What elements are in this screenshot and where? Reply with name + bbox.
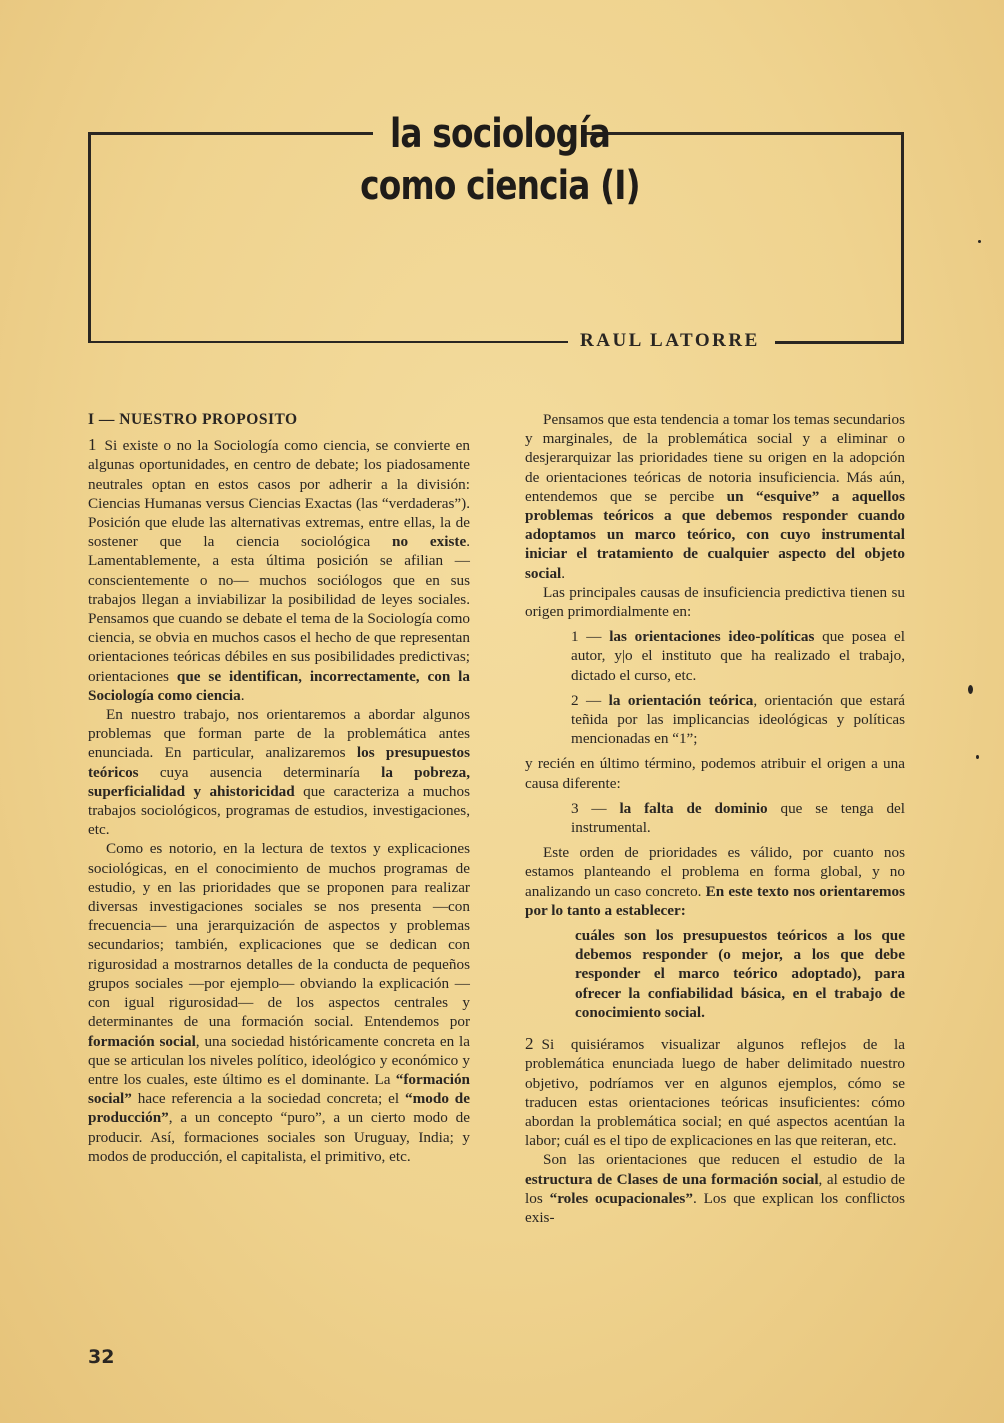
paragraph-9: Son las orientaciones que reducen el estudio de la estructura de Clases de una formación social, al estudio de los “roles ocupacionales”. Los que explican los conflictos exis- (525, 1151, 905, 1226)
paragraph-1: 1 Si existe o no la Sociología como ciencia, se convierte en algunas oportunidades, en centro de debate; los piadosamente neutrales optan en estos casos por adherir a la división: Ciencias Humanas versus Ciencias Exactas (las “verdaderas”). Posición que elude las alternativas extremas, entre ellas, la de sostener que la ciencia sociológica no existe. Lamentablemente, a esta última posición se afilian —conscientemente o no— muchos sociólogos que en sus trabajos llegan a inviabilizar la posibilidad de leyes sociales. Pensamos que cuando se debate el tema de la Sociología como ciencia, se obvia en muchos casos el hecho de que representan orientaciones teóricas débiles en sus posibilidades predictivas; orientaciones que se identifican, incorrectamente, con la Sociología como ciencia. (88, 435, 470, 704)
article-title-line-2: como ciencia (I) (360, 163, 640, 209)
author-name: RAUL LATORRE (580, 330, 760, 351)
section-heading: I — NUESTRO PROPOSITO (88, 411, 298, 428)
objective-statement: cuáles son los presupuestos teóricos a los que debemos responder (o mejor, a los que debe responder el marco teórico adoptado), para ofrecer la confiabilidad básica, en el trabajo de conocimiento social. (575, 927, 905, 1021)
left-column (88, 410, 470, 1166)
section-number-1: 1 (88, 435, 97, 455)
header-rule-top-left (88, 132, 373, 135)
list-item-3: 3 — la falta de dominio que se tenga del instrumental. (571, 799, 906, 837)
paragraph-7: Este orden de prioridades es válido, por cuanto nos estamos planteando el problema en forma global, y no analizando un caso concreto. En este texto nos orientaremos por lo tanto a establecer: (525, 844, 905, 919)
ink-speck (976, 755, 979, 759)
ink-speck (968, 685, 973, 694)
list-item-2: 2 — la orientación teórica, orientación que estará teñida por las implicancias ideológicas y políticas mencionadas en “1”; (571, 691, 906, 748)
paragraph-2: En nuestro trabajo, nos orientaremos a abordar algunos problemas que forman parte de la problemática antes enunciada. En particular, analizaremos los presupuestos teóricos cuya ausencia determinaría la pobreza, superficialidad y ahistoricidad que caracteriza a muchos trabajos sociológicos, programas de estudios, investigaciones, etc. (88, 706, 471, 839)
article-title-line-1: la sociología (389, 111, 611, 157)
header-rule-left (88, 132, 91, 341)
paragraph-4: Pensamos que esta tendencia a tomar los temas secundarios y marginales, de la problemática social y a eliminar o desjerarquizar las prioridades tiene su origen en la adopción de orientaciones teóricas de notoria insuficiencia. Más aún, entendemos que se percibe un “esquive” a aquellos problemas teóricos a que debemos responder cuando adoptamos un marco teórico, con cuyo instrumental iniciar el tratamiento de cualquier aspecto del objeto social. (525, 411, 906, 582)
page-number: 32 (88, 1346, 115, 1368)
section-number-2: 2 (525, 1034, 534, 1054)
right-column (525, 410, 905, 1227)
header-rule-bottom-left (88, 341, 568, 343)
ink-speck (978, 240, 981, 243)
paragraph-6: y recién en último término, podemos atribuir el origen a una causa diferente: (525, 755, 905, 792)
header-rule-right (901, 132, 904, 341)
paragraph-8: 2 Si quisiéramos visualizar algunos reflejos de la problemática enunciada luego de haber delimitado nuestro objetivo, podríamos ver en algunos ejemplos, cómo se traducen estas orientaciones teóricas insuficientes: cómo abordan la problemática social; en qué aspectos acentúan la labor; cuál es el tipo de explicaciones en las que reiteran, etc. (525, 1034, 905, 1150)
header-rule-bottom-right (775, 341, 904, 344)
list-item-1: 1 — las orientaciones ideo-políticas que posea el autor, y|o el instituto que ha realizado el trabajo, dictado el curso, etc. (571, 628, 905, 684)
paragraph-3: Como es notorio, en la lectura de textos y explicaciones sociológicas, en el conocimiento de muchos programas de estudio, y en las prioridades que se proponen para realizar diversas investigaciones sociales se nos presenta —con frecuencia— una jerarquización de aspectos y problemas secundarios; también, explicaciones que se dedican con rigurosidad a mostrarnos detalles de la conducta de pequeños grupos sociales —por ejemplo— obviando la explicación —con igual rigurosidad— de los aspectos centrales y determinantes de una formación social. Entendemos por formación social, una sociedad históricamente concreta en la que se articulan los niveles político, ideológico y económico y entre los cuales, este último es el dominante. La “formación social” hace referencia a la sociedad concreta; el “modo de producción”, a un concepto “puro”, a un cierto modo de producir. Así, formaciones sociales son Uruguay, India; y modos de producción, el capitalista, el primitivo, etc. (88, 840, 470, 1165)
paragraph-5: Las principales causas de insuficiencia predictiva tienen su origen primordialmente en: (525, 583, 905, 621)
